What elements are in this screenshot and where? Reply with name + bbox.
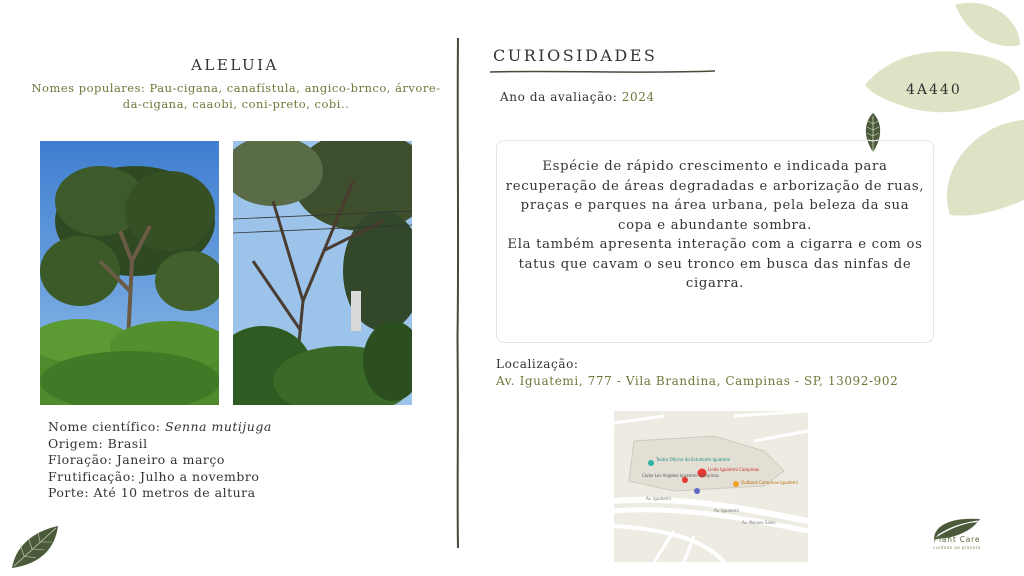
title-underline bbox=[490, 68, 715, 76]
tree-photo-1 bbox=[40, 141, 219, 405]
vertical-divider bbox=[455, 38, 461, 548]
brand-name: Plant Care bbox=[933, 535, 981, 544]
location-label: Localização: bbox=[496, 357, 579, 371]
map-poi-2: Lindo Iguatemi Campinas bbox=[708, 467, 760, 472]
origin: Origem: Brasil bbox=[48, 435, 148, 451]
map-poi-4: Outback Campinas Iguatemi bbox=[741, 480, 798, 485]
flowering: Floração: Janeiro a março bbox=[48, 452, 225, 467]
curiosity-text: Espécie de rápido crescimento e indicada para recuperação de áreas degradadas e arborização de ruas, praças e parques na área urbana, pela beleza da sua copa e abundante sombra. Ela também apresenta interação com a cigarra e com os tatus que cavam o seu tronco em busca das ninfas de cigarra. bbox=[505, 159, 925, 291]
plant-code: 4A440 bbox=[906, 82, 962, 98]
scientific-name: Senna mutijuga bbox=[165, 419, 272, 434]
map-road-1: Av. Iguatemi bbox=[646, 496, 671, 501]
scientific-name-line: Nome científico: Senna mutijuga bbox=[48, 419, 272, 434]
tree-photo-2 bbox=[233, 141, 412, 405]
map-road-2: Av. Iguatemi bbox=[714, 508, 739, 513]
plant-name: ALELUIA bbox=[191, 56, 279, 74]
popular-names: Nomes populares: Pau-cigana, canafístula, angico-brnco, árvore-da-cigana, caaobi, coni-preto, cobi.. bbox=[31, 81, 441, 111]
fruiting: Frutificação: Julho a novembro bbox=[48, 468, 260, 484]
map-poi-1: Teatro Oficina do Estudante Iguatemi bbox=[656, 457, 731, 462]
brand-tagline: cuidado ao planeta bbox=[933, 545, 981, 550]
map-poi-3: Clube Los Angeles Iguatemi Campinas bbox=[642, 473, 719, 478]
map-road-3: Av. Moraes Sales bbox=[742, 520, 776, 525]
curiosities-title: CURIOSIDADES bbox=[493, 46, 658, 65]
size: Porte: Até 10 metros de altura bbox=[48, 485, 256, 500]
evaluation-year: Ano da avaliação: 2024 bbox=[500, 90, 655, 104]
location-map[interactable] bbox=[614, 411, 808, 562]
location-address: Av. Iguatemi, 777 - Vila Brandina, Campinas - SP, 13092-902 bbox=[496, 374, 899, 388]
leaf-icon bbox=[10, 524, 60, 570]
plant-facts bbox=[48, 419, 272, 502]
